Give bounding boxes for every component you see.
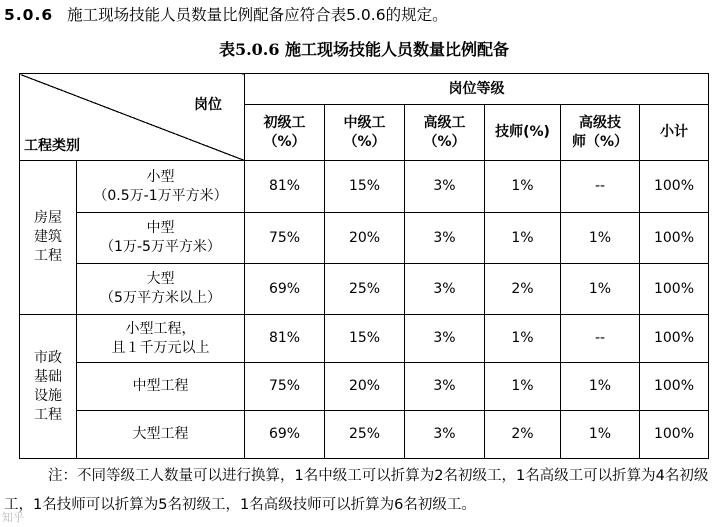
value-cell: 75% (245, 213, 325, 264)
group-header: 岗位等级 (245, 74, 709, 105)
value-cell: 1% (561, 411, 640, 459)
table-note: 注：不同等级工人数量可以进行换算，1名中级工可以折算为2名初级工，1名高级工可以折算为4名初级工，1名技师可以折算为5名初级工，1名高级技师可以折算为6名初级工。 (4, 468, 709, 513)
clause-text: 施工现场技能人员数量比例配备应符合表5.0.6的规定。 (67, 6, 448, 24)
group-label-building: 房屋 建筑 工程 (20, 161, 77, 315)
watermark: 知乎 (2, 511, 24, 524)
value-cell: 75% (245, 363, 325, 411)
type-cell: 中型工程 (77, 363, 245, 411)
value-cell: 3% (405, 264, 485, 315)
value-cell: 3% (405, 315, 485, 363)
value-cell: 69% (245, 411, 325, 459)
value-cell: 1% (561, 363, 640, 411)
value-cell: 69% (245, 264, 325, 315)
value-cell: 1% (485, 161, 561, 213)
group-label-municipal: 市政 基础 设施 工程 (20, 315, 77, 459)
col-header: 初级工 （%） (245, 105, 325, 161)
value-cell: 3% (405, 411, 485, 459)
diag-bottom-label: 工程类别 (24, 138, 80, 154)
diag-top-label: 岗位 (194, 97, 222, 113)
value-cell: 100% (640, 264, 709, 315)
value-cell: 2% (485, 411, 561, 459)
value-cell: 2% (485, 264, 561, 315)
table-row (20, 213, 709, 264)
header-row-1 (20, 74, 709, 105)
type-cell: 大型工程 (77, 411, 245, 459)
type-cell: 小型 （0.5万-1万平方米） (77, 161, 245, 213)
clause-number: 5.0.6 (4, 6, 54, 24)
value-cell: 1% (561, 264, 640, 315)
col-header: 小计 (640, 105, 709, 161)
value-cell: 25% (325, 264, 405, 315)
diagonal-header-cell (20, 74, 245, 161)
value-cell: 3% (405, 363, 485, 411)
table-title: 表5.0.6 施工现场技能人员数量比例配备 (218, 40, 510, 59)
type-cell: 小型工程， 且１千万元以上 (77, 315, 245, 363)
value-cell: 81% (245, 161, 325, 213)
value-cell: 100% (640, 363, 709, 411)
col-header: 中级工 （%） (325, 105, 405, 161)
col-header: 技师(%) (485, 105, 561, 161)
clause-line (4, 4, 448, 26)
value-cell: 15% (325, 315, 405, 363)
table-row (20, 363, 709, 411)
value-cell: 20% (325, 363, 405, 411)
value-cell: 3% (405, 161, 485, 213)
value-cell: 1% (485, 315, 561, 363)
value-cell: 20% (325, 213, 405, 264)
value-cell: 1% (485, 213, 561, 264)
value-cell: 100% (640, 411, 709, 459)
value-cell: 1% (561, 213, 640, 264)
table-row (20, 264, 709, 315)
value-cell: 100% (640, 315, 709, 363)
value-cell: 1% (485, 363, 561, 411)
value-cell: 100% (640, 213, 709, 264)
table-row (20, 161, 709, 213)
table-row (20, 411, 709, 459)
col-header: 高级工 （%） (405, 105, 485, 161)
value-cell: 100% (640, 161, 709, 213)
value-cell: 3% (405, 213, 485, 264)
value-cell: 15% (325, 161, 405, 213)
type-cell: 大型 （5万平方米以上） (77, 264, 245, 315)
table-row (20, 315, 709, 363)
value-cell: 25% (325, 411, 405, 459)
col-header: 高级技 师（%） (561, 105, 640, 161)
type-cell: 中型 （1万-5万平方米） (77, 213, 245, 264)
value-cell: -- (561, 315, 640, 363)
ratio-table (19, 73, 709, 459)
value-cell: -- (561, 161, 640, 213)
value-cell: 81% (245, 315, 325, 363)
